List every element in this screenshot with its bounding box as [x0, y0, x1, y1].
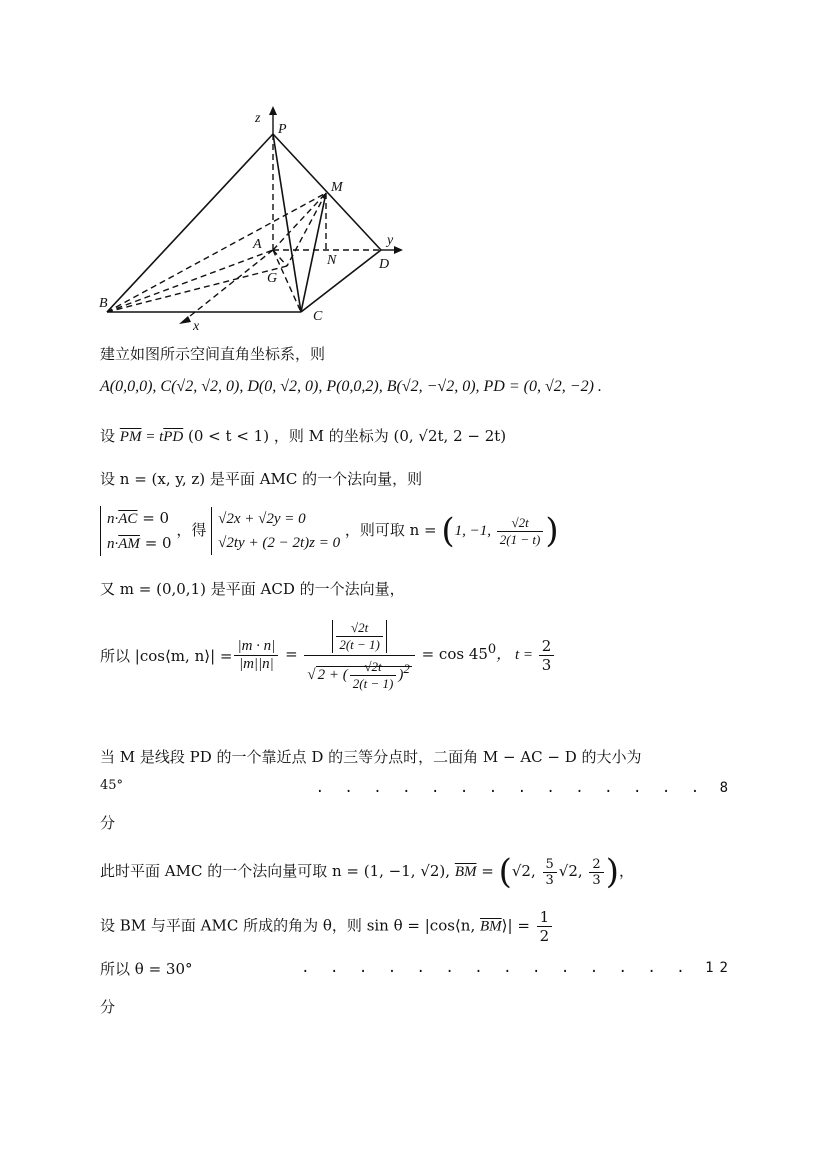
- system-line: [100, 506, 559, 556]
- label-A: A: [253, 237, 262, 252]
- bm-paren-close: ): [605, 852, 619, 892]
- cos-f1-num: |m · n|: [234, 638, 278, 656]
- sin-prefix: 设 BM 与平面 AMC 所成的角为 θ，则 sin θ = |cos⟨n,: [100, 916, 480, 935]
- label-P: P: [278, 122, 287, 137]
- conclusion-line: [100, 746, 642, 767]
- inner-num: √2t: [336, 620, 383, 637]
- t-frac: [539, 637, 555, 674]
- answer-45-line: [100, 778, 123, 793]
- edge-CD: [301, 250, 381, 312]
- coordinates-text: A(0,0,0), C(√2, √2, 0), D(0, √2, 0), P(0,0,2), B(√2, −√2, 0), PD = (0, √2, −2) .: [100, 378, 602, 395]
- vector-bm: $\overline{BM}$: [454, 864, 477, 880]
- sys1-c: = 0: [137, 509, 170, 527]
- sin-line: [100, 908, 554, 945]
- axis-y-arrow: [394, 246, 403, 254]
- bm-f1-den: 3: [545, 872, 554, 888]
- cos-eq: =: [280, 645, 303, 663]
- normal-text: 设 n = (x, y, z) 是平面 AMC 的一个法向量，则: [100, 470, 423, 488]
- axis-x-arrow: [179, 316, 191, 324]
- cos45: = cos 45: [416, 645, 488, 663]
- n-components: 1, −1,: [454, 523, 495, 539]
- bm-eq: =: [476, 862, 499, 880]
- t-eq: ， t =: [496, 647, 537, 663]
- n-fraction: [497, 515, 544, 548]
- bm-f2-num: 2: [589, 857, 603, 873]
- den-frac-den: 2(t − 1): [352, 676, 394, 691]
- pm-prefix: 设: [100, 427, 120, 445]
- bm-x: √2,: [511, 862, 541, 880]
- fen-line-1: [100, 812, 115, 833]
- den-frac: [350, 659, 397, 692]
- bm-comma: ，: [618, 862, 634, 880]
- bm-f2-den: 3: [592, 872, 601, 888]
- sys1-a: n·: [107, 511, 119, 527]
- label-z: z: [255, 111, 261, 126]
- bm-frac-53: [543, 857, 557, 888]
- sys2-c: = 0: [139, 534, 172, 552]
- sys2-a: n·: [107, 536, 119, 552]
- get-word: ，得: [176, 521, 207, 539]
- score-dots-12: [301, 960, 734, 976]
- vector-am: $\overline{AM}$: [118, 536, 140, 552]
- cos-prefix: 所以 |cos⟨m, n⟩| =: [100, 646, 233, 665]
- label-D: D: [379, 257, 390, 272]
- system-left: [100, 506, 172, 556]
- pm-line: [100, 425, 506, 446]
- label-B: B: [99, 296, 108, 311]
- score-8: . . . . . . . . . . . . . . 8: [315, 780, 734, 796]
- bm-f1-num: 5: [543, 857, 557, 873]
- cos-frac-2: [304, 618, 414, 692]
- normal-line: [100, 468, 422, 489]
- score-dots-8: [316, 780, 734, 796]
- sin-eq: ⟩| =: [501, 916, 535, 935]
- cos-f2-abs: [332, 620, 387, 653]
- edge-BP: [107, 134, 273, 312]
- cos-f2-num: [304, 618, 414, 656]
- label-N: N: [327, 253, 337, 268]
- inner-den: 2(t − 1): [339, 637, 380, 652]
- square-sup: 2: [403, 660, 410, 676]
- label-y: y: [387, 233, 394, 248]
- bm-paren-open: (: [498, 852, 512, 892]
- bm-line: [100, 852, 634, 892]
- m-normal-text: 又 m = (0,0,1) 是平面 ACD 的一个法向量，: [100, 580, 405, 598]
- vector-ac: $\overline{AC}$: [118, 511, 138, 527]
- cos-f2-den: √ 2 + ( $\frac{√2t}{2(t - 1)}$ )$^2$: [307, 659, 410, 691]
- sin-den: 2: [539, 927, 550, 945]
- pm-eq: = t: [141, 429, 164, 445]
- edge-BA: [107, 250, 273, 312]
- axis-z-arrow: [269, 106, 277, 115]
- sqrt-body: 2 + ( $\frac{√2t}{2(t - 1)}$ )$^2$: [317, 659, 410, 691]
- bm-y: √2,: [558, 862, 588, 880]
- eq1: √2x + √2y = 0: [218, 511, 306, 527]
- coordinates-line: [100, 378, 602, 396]
- theta-line: [100, 958, 193, 979]
- fen-line-2: [100, 996, 115, 1017]
- pyramid-figure: [95, 98, 435, 333]
- pm-rest: (0 < t < 1) ，则 M 的坐标为 (0, √2t, 2 − 2t): [183, 427, 507, 445]
- fen-2: 分: [100, 998, 116, 1016]
- edge-BG: [107, 266, 287, 312]
- bm-prefix: 此时平面 AMC 的一个法向量可取 n = (1, −1, √2),: [100, 862, 455, 880]
- cos-f1-den: |m||n|: [238, 655, 274, 672]
- sin-bm: $\overline{BM}$: [479, 918, 502, 935]
- vector-pm: $\overline{PM}$: [119, 429, 142, 445]
- vector-pd: $\overline{PD}$: [163, 429, 184, 445]
- axis-x-dashed: [185, 250, 273, 320]
- eq2: √2ty + (2 − 2t)z = 0: [218, 535, 341, 551]
- setup-text: 建立如图所示空间直角坐标系，则: [100, 345, 326, 363]
- setup-line: [100, 343, 325, 364]
- take-n: ，则可取 n =: [344, 521, 442, 539]
- paren-close: ): [545, 511, 559, 551]
- degree-sup: 0: [487, 642, 497, 657]
- sin-num: 1: [537, 908, 553, 927]
- sin-frac: [537, 908, 553, 945]
- system-right: [211, 507, 340, 555]
- t-num: 2: [539, 637, 555, 656]
- edge-AG: [273, 250, 287, 266]
- bm-frac-23: [589, 857, 603, 888]
- m-normal-line: [100, 578, 405, 599]
- paren-open: (: [441, 511, 455, 551]
- cos-frac-1: [234, 638, 278, 673]
- edge-MG: [287, 193, 326, 266]
- edge-MC: [301, 193, 326, 312]
- den-frac-num: √2t: [350, 659, 397, 676]
- cos-equation: [100, 618, 556, 728]
- den-two: 2 +: [317, 666, 343, 683]
- answer-45: 45°: [100, 778, 124, 793]
- t-den: 3: [541, 655, 552, 674]
- label-G: G: [267, 271, 278, 286]
- theta-text: 所以 θ = 30°: [100, 960, 193, 978]
- n-frac-num: √2t: [497, 515, 544, 532]
- label-C: C: [313, 309, 323, 324]
- label-x: x: [193, 319, 200, 333]
- label-M: M: [331, 180, 343, 195]
- conclusion-text: 当 M 是线段 PD 的一个靠近点 D 的三等分点时，二面角 M − AC − D 的大小为: [100, 748, 642, 766]
- fen-1: 分: [100, 814, 116, 832]
- n-frac-den: 2(1 − t): [499, 531, 541, 547]
- score-12: . . . . . . . . . . . . . . 12: [301, 960, 734, 976]
